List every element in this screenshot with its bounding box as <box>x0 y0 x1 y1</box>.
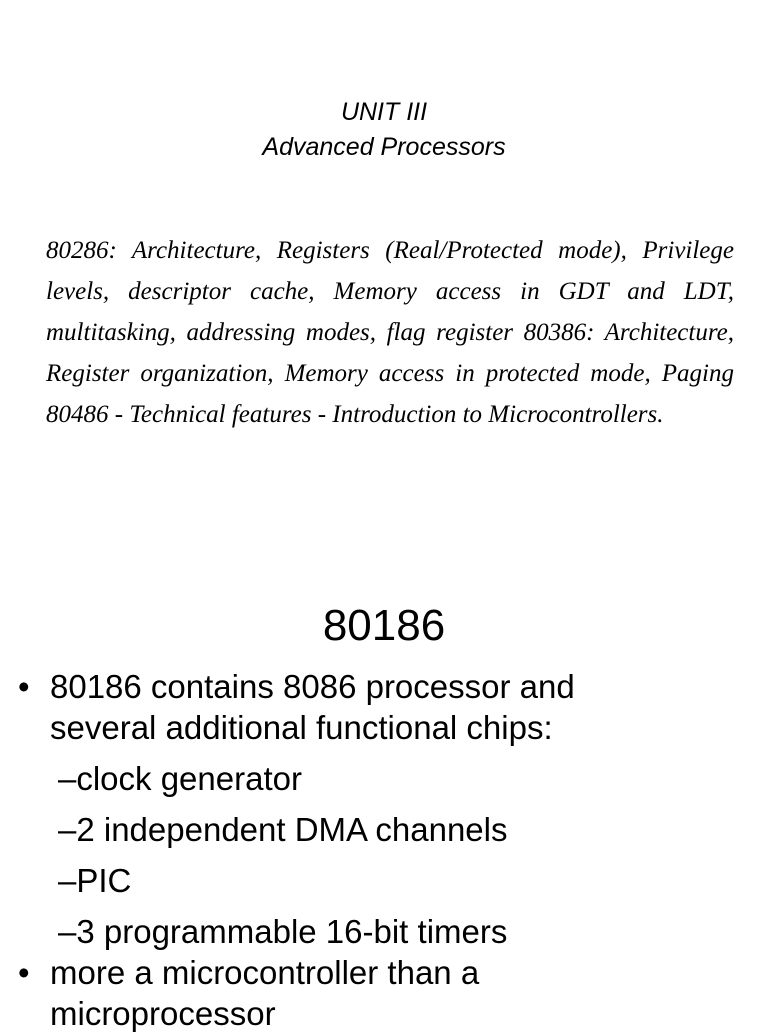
bullet-dot: • <box>18 668 30 705</box>
sub-item-pic: –PIC <box>58 862 132 899</box>
sub-item-clock-generator: –clock generator <box>58 760 302 797</box>
slide-body <box>0 666 768 1034</box>
bullet-text: more a microcontroller than a microprocessor <box>50 954 480 1032</box>
unit-label: UNIT III <box>340 98 428 126</box>
syllabus-paragraph: 80286: Architecture, Registers (Real/Protected mode), Privilege levels, descriptor cache, Memory access in GDT and LDT, multitasking, addressing modes, flag register 80386: Architecture, Register organization, Memory access in protected mode, Paging 80486 - Technical features - Introduction to Microcontrollers. <box>46 237 734 428</box>
unit-header <box>0 95 768 165</box>
bullet-item <box>0 666 690 748</box>
bullet-dot: • <box>18 954 30 991</box>
unit-title: Advanced Processors <box>262 133 506 161</box>
sub-item-dma-channels: –2 independent DMA channels <box>58 811 508 848</box>
bullet-item <box>0 952 690 1034</box>
slide-title: 80186 <box>322 601 446 650</box>
bullet-text: 80186 contains 8086 processor and several additional functional chips: <box>50 668 575 746</box>
sub-item-timers: –3 programmable 16-bit timers <box>58 913 508 950</box>
